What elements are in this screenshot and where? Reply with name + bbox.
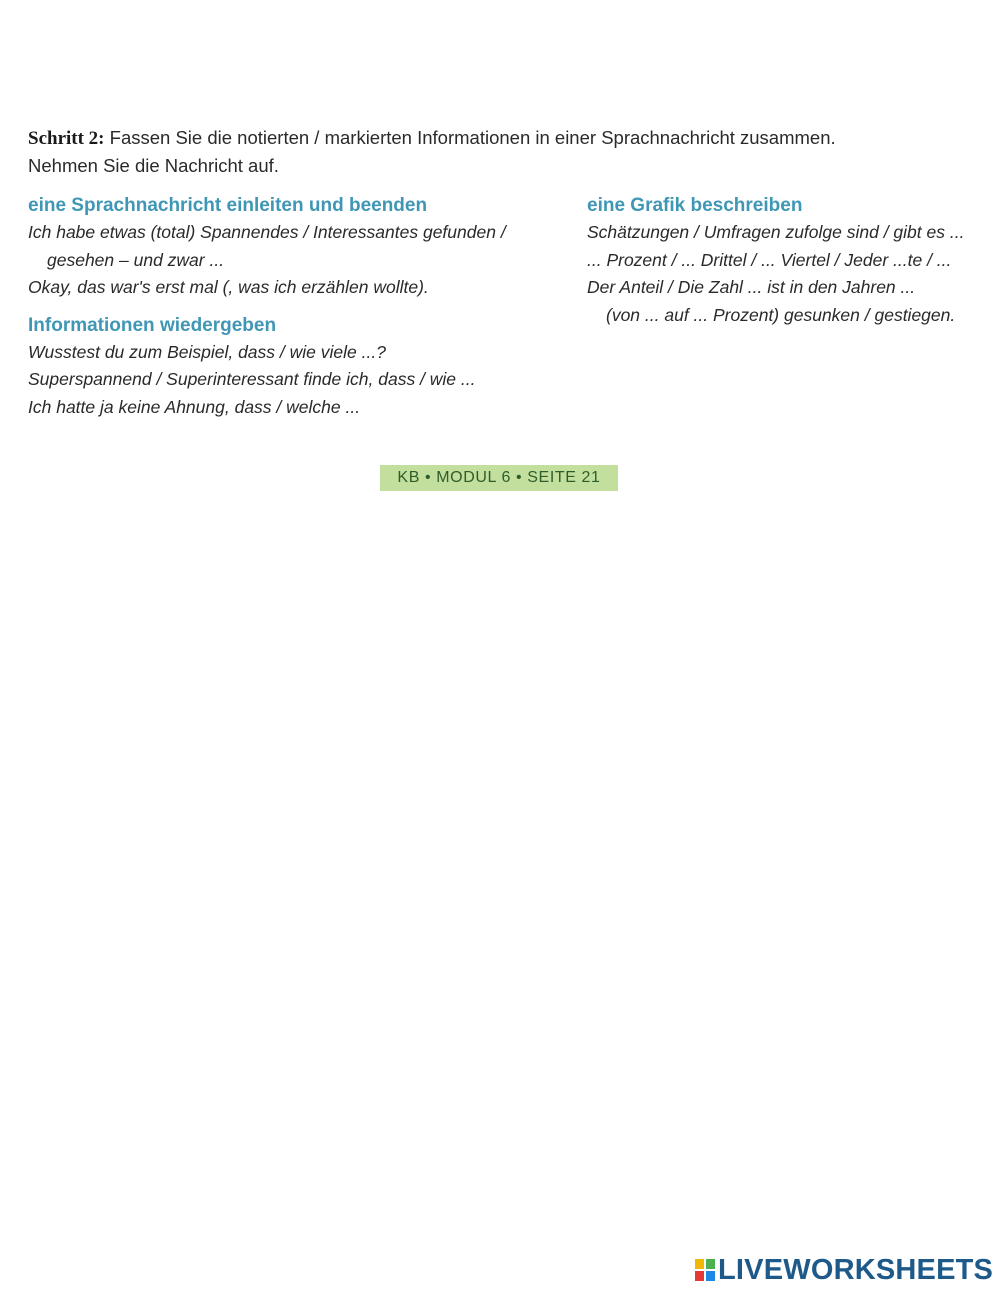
phrase-line: Schätzungen / Umfragen zufolge sind / gibt es ...: [587, 222, 965, 242]
phrase-line: (von ... auf ... Prozent) gesunken / gestiegen.: [606, 304, 956, 325]
page-reference-badge: KB • MODUL 6 • SEITE 21: [380, 465, 618, 491]
left-column: [28, 192, 573, 421]
phrase-line: Der Anteil / Die Zahl ... ist in den Jahren ...: [587, 277, 916, 297]
section-introduce-end: [28, 192, 573, 302]
logo-text: LIVEWORKSHEETS: [718, 1253, 994, 1286]
section-heading: eine Grafik beschreiben: [587, 195, 803, 216]
step-text: Fassen Sie die notierten / markierten Informationen in einer Sprachnachricht zusammen.: [104, 127, 836, 148]
logo-square: [694, 1270, 705, 1282]
instruction-line-1: [28, 124, 968, 152]
right-column: [587, 192, 987, 329]
phrase-line: Ich hatte ja keine Ahnung, dass / welche ...: [28, 396, 361, 417]
logo-square: [694, 1258, 705, 1270]
section-heading: eine Sprachnachricht einleiten und beenden: [28, 195, 428, 216]
phrase-line: Ich habe etwas (total) Spannendes / Interessantes gefunden /: [28, 222, 506, 242]
liveworksheets-logo[interactable]: [694, 1254, 993, 1286]
task-instruction: [28, 124, 968, 179]
phrase-line: Wusstest du zum Beispiel, dass / wie viele ...?: [28, 341, 386, 362]
section-heading: Informationen wiedergeben: [28, 314, 277, 336]
phrase-line: ... Prozent / ... Drittel / ... Viertel / Jeder ...te / ...: [587, 249, 952, 270]
logo-mark-icon: [694, 1258, 716, 1282]
phrase-line: gesehen – und zwar ...: [47, 249, 225, 270]
section-describe-graphic: [587, 192, 987, 329]
logo-square: [705, 1270, 716, 1282]
logo-square: [705, 1258, 716, 1270]
phrase-line: Okay, das war's erst mal (, was ich erzählen wollte).: [28, 277, 429, 297]
instruction-line-2: Nehmen Sie die Nachricht auf.: [28, 155, 279, 176]
section-reproduce-info: [28, 312, 573, 422]
step-label: Schritt 2:: [28, 128, 105, 149]
phrase-line: Superspannend / Superinteressant finde ich, dass / wie ...: [28, 369, 476, 389]
